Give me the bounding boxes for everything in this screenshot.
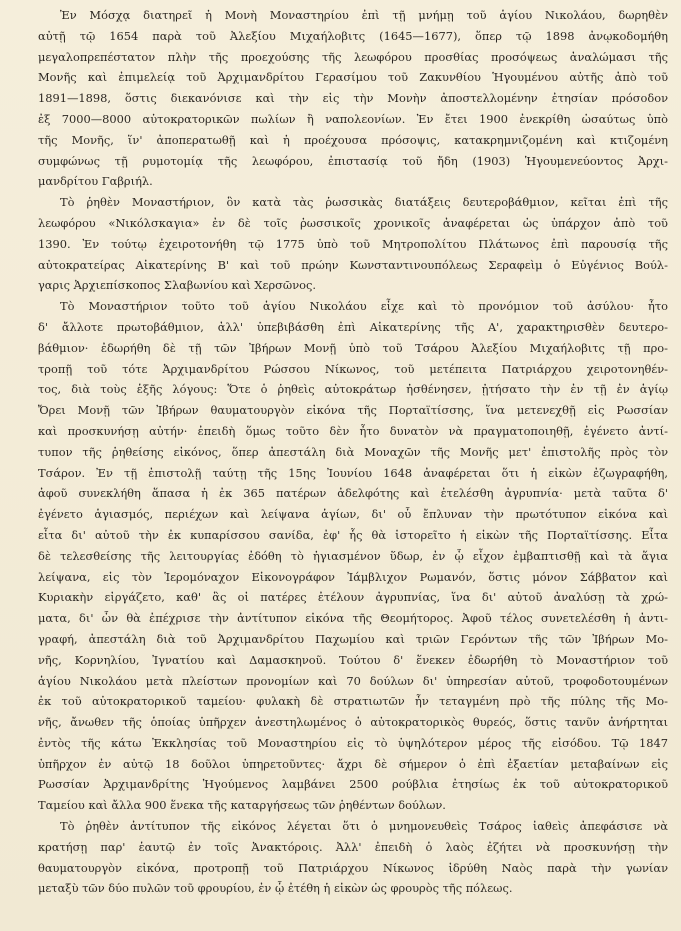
- text-line: Ρωσσίαν Ἀρχιμανδρίτης Ἡγούμενος λαμβάνει 2500 ρούβλια ἐτησίως ἐκ τοῦ αὐτοκρατορικοῦ: [38, 777, 668, 792]
- text-line: νῆς, ἄνωθεν τῆς ὁποίας ὑπῆρχεν ἀνεστηλωμένος ὁ αὐτοκρατορικὸς θυρεός, ὅστις τανῦν ἀνήρτηται: [38, 715, 668, 730]
- text-line: νῆς, Κορνηλίου, Ἰγνατίου καὶ Δαμασκηνοῦ. Τούτου δ' ἕνεκεν ἐδωρήθη τὸ Μοναστήριον τοῦ: [38, 652, 668, 667]
- text-line: Τὸ ῥηθὲν Μοναστήριον, ὃν κατὰ τὰς ῥωσσικὰς διατάξεις δευτεροβάθμιον, κεῖται ἐπὶ τῆς: [60, 195, 668, 210]
- text-line: Ἐν Μόσχᾳ διατηρεῖ ἡ Μονὴ Μοναστηρίου ἐπὶ τῇ μνήμῃ τοῦ ἁγίου Νικολάου, δωρηθὲν: [60, 8, 668, 22]
- text-line: θαυματουργὸν εἰκόνα, προτροπῇ τοῦ Πατριάρχου Νίκωνος ἱδρύθη Ναὸς παρὰ τὴν γωνίαν: [38, 860, 668, 875]
- text-line: τῆς Μονῆς, ἵν' ἀποπερατωθῇ καὶ ἡ προέχουσα πρόσοψις, κατακρημνιζομένη καὶ κτιζομένη: [38, 132, 668, 147]
- paragraph: [16, 5, 668, 192]
- text-line: λεωφόρου «Νικόλσκαγια» ἐν δὲ τοῖς ῥωσσικοῖς χρονικοῖς ἀναφέρεται ὡς ὑπάρχον ἀπὸ τοῦ: [38, 215, 668, 230]
- paragraph: [16, 816, 668, 899]
- text-line: ἐξ 7000—8000 αὐτοκρατορικῶν πωλίων ἢ ναπολεονίων. Ἐν ἔτει 1900 ἐνεκρίθη ὡσαύτως ὑπὸ: [38, 111, 668, 126]
- text-line: τος, διὰ τοὺς ἑξῆς λόγους: Ὅτε ὁ ῥηθεὶς αὐτοκράτωρ ἠσθένησεν, ᾐτήσατο τὴν ἐν τῇ ἐν ἁγίῳ: [38, 382, 668, 397]
- text-line: Κυριακὴν εἰργάζετο, καθ' ἃς οἱ πατέρες ἐτέλουν ἀγρυπνίας, ἵνα δι' αὐτοῦ ἀναλύσῃ τὰ χρώ-: [38, 590, 668, 605]
- text-line: Ὄρει Μονῇ τῶν Ἰβήρων θαυματουργὸν εἰκόνα τῆς Πορταϊτίσσης, ἵνα μετενεχθῇ εἰς Ρωσσίαν: [38, 403, 668, 418]
- text-line: βάθμιον· ἐδωρήθη δὲ τῇ τῶν Ἰβήρων Μονῇ ὑπὸ τοῦ Τσάρου Ἀλεξίου Μιχαήλοβιτς τῇ προ-: [38, 340, 668, 355]
- text-line: γαρις Ἀρχιεπίσκοπος Σλαβωνίου καὶ Χερσῶνος.: [38, 278, 316, 293]
- text-line: 1390. Ἐν τούτῳ ἐχειροτονήθη τῷ 1775 ὑπὸ τοῦ Μητροπολίτου Πλάτωνος ἐπὶ παρουσίᾳ τῆς: [38, 236, 668, 251]
- text-line: κρατήσῃ παρ' ἑαυτῷ ἐν τοῖς Ἀνακτόροις. Ἀλλ' ἐπειδὴ ὁ λαὸς ἐζήτει νὰ προσκυνήσῃ τὴν: [38, 839, 668, 854]
- text-line: δὲ τελεσθείσης τῆς λειτουργίας ἐδόθη τὸ ἡγιασμένον ὕδωρ, ἐν ᾧ εἶχον ἐμβαπτισθῇ καὶ τὰ ἅγια: [38, 548, 668, 563]
- text-line: ματα, δι' ὧν θὰ ἐπέχρισε τὴν ἀντίτυπον εἰκόνα τῆς Θεομήτορος. Ἀφοῦ τέλος συνετελέσθη ἡ ἀντι-: [38, 611, 668, 626]
- text-line: καὶ προσκυνήσῃ αὐτήν· ἐπειδὴ ὅμως τοῦτο δὲν ἦτο δυνατὸν νὰ πραγματοποιηθῇ, ἐγένετο ἀντί-: [38, 423, 668, 438]
- text-line: Τὸ Μοναστήριον τοῦτο τοῦ ἁγίου Νικολάου εἶχε καὶ τὸ προνόμιον τοῦ ἀσύλου· ἦτο: [60, 299, 668, 314]
- text-line: ἁγίου Νικολάου μετὰ πλείστων προνομίων καὶ 70 δούλων δι' ὑπηρεσίαν αὐτοῦ, τροφοδοτουμένων: [38, 673, 668, 688]
- text-line: 1891—1898, ὅστις διεκανόνισε καὶ τὴν εἰς τὴν Μονὴν ἀποστελλομένην ἐτησίαν πρόσοδον: [38, 91, 668, 106]
- text-line: λείψανα, εἰς τὸν Ἱερομόναχον Εἰκονογράφον Ἰάμβλιχον Ρωμανόν, ὅστις μόνον Σάββατον καὶ: [38, 569, 668, 584]
- text-line: αὐτῇ τῷ 1654 παρὰ τοῦ Ἀλεξίου Μιχαήλοβιτς (1645—1677), ὅπερ τῷ 1898 ἀνῳκοδομήθη: [38, 28, 668, 43]
- text-line: δ' ἄλλοτε πρωτοβάθμιον, ἀλλ' ὑπεβιβάσθη ἐπὶ Αἰκατερίνης τῆς Α', χαρακτηρισθὲν δευτερο-: [38, 319, 668, 334]
- text-line: εἶτα δι' αὐτοῦ τὴν ἐκ κυπαρίσσου σανίδα, ἐφ' ἧς θὰ ἱστορεῖτο ἡ εἰκὼν τῆς Πορταϊτίσσης. Εἶτα: [38, 527, 668, 542]
- text-line: μεταξὺ τῶν δύο πυλῶν τοῦ φρουρίου, ἐν ᾧ ἐτέθη ἡ εἰκὼν ὡς φρουρὸς τῆς πόλεως.: [38, 881, 513, 896]
- text-line: μεγαλοπρεπέστατον πλὴν τῆς προεχούσης τῆς λεωφόρου προσθίας προσόψεως ἀναλώμασι τῆς: [38, 49, 668, 64]
- text-line: τροπῇ τοῦ τότε Ἀρχιμανδρίτου Ρώσσου Νίκωνος, τοῦ μετέπειτα Πατριάρχου χειροτονηθέν-: [38, 361, 668, 376]
- text-line: ἐντὸς τῆς κάτω Ἐκκλησίας τοῦ Μοναστηρίου εἰς τὸ ὑψηλότερον μέρος τῆς εἰσόδου. Τῷ 1847: [38, 735, 668, 750]
- text-line: ἀφοῦ συνεκλήθη ἅπασα ἡ ἐκ 365 πατέρων ἀδελφότης καὶ ἐτελέσθη ἀγρυπνία· μετὰ ταῦτα δ': [38, 486, 668, 501]
- text-line: ἐγένετο ἁγιασμός, περιέχων καὶ λείψανα ἁγίων, δι' οὗ ἔπλυναν τὴν πρωτότυπον εἰκόνα καὶ: [38, 507, 668, 522]
- text-line: γραφή, ἀπεστάλη διὰ τοῦ Ἀρχιμανδρίτου Παχωμίου καὶ τριῶν Γερόντων τῆς τῶν Ἰβήρων Μο-: [38, 631, 668, 646]
- text-line: μανδρίτου Γαβριήλ.: [38, 174, 153, 189]
- text-line: αὐτοκρατείρας Αἰκατερίνης Β' καὶ τοῦ πρώην Κωνσταντινουπόλεως Σεραφεὶμ ὁ Εὐγένιος Βούλ-: [38, 257, 668, 272]
- text-line: ὑπῆρχον ἐν αὐτῷ 18 δοῦλοι ὑπηρετοῦντες· ἄχρι δὲ σήμερον ὁ ἐπὶ ἐξαετίαν μεταβαίνων εἰς: [38, 756, 668, 771]
- text-line: τυπον τῆς ῥηθείσης εἰκόνος, ὅπερ ἀπεστάλη διὰ Μοναχῶν τῆς Μονῆς μετ' ἐπιστολῆς πρὸς τὸν: [38, 444, 668, 459]
- text-line: Μονῆς καὶ ἐπιμελείᾳ τοῦ Ἀρχιμανδρίτου Γερασίμου τοῦ Ζακυνθίου Ἡγουμένου αὐτῆς ἀπὸ τοῦ: [38, 70, 668, 85]
- paragraph: [16, 296, 668, 816]
- page-text: [16, 5, 668, 899]
- text-line: Τσάρον. Ἐν τῇ ἐπιστολῇ ταύτῃ τῆς 15ης Ἰουνίου 1648 ἀναφέρεται ὅτι ἡ εἰκὼν ἐζωγραφήθη,: [38, 465, 668, 480]
- text-line: συμφώνως τῇ ρυμοτομίᾳ τῆς λεωφόρου, ἐπιστασίᾳ τοῦ ἤδη (1903) Ἡγουμενεύοντος Ἀρχι-: [38, 153, 668, 168]
- text-line: Ταμείου καὶ ἄλλα 900 ἕνεκα τῆς καταργήσεως τῶν ῥηθέντων δούλων.: [38, 798, 446, 813]
- text-line: Τὸ ῥηθὲν ἀντίτυπον τῆς εἰκόνος λέγεται ὅτι ὁ μνημονευθεὶς Τσάρος ἰαθεὶς ἀπεφάσισε νὰ: [60, 819, 668, 834]
- text-line: ἐκ τοῦ αὐτοκρατορικοῦ ταμείου· φυλακὴ δὲ στρατιωτῶν ἦν τεταγμένη πρὸ τῆς πύλης τῆς Μο-: [38, 694, 668, 709]
- paragraph: [16, 192, 668, 296]
